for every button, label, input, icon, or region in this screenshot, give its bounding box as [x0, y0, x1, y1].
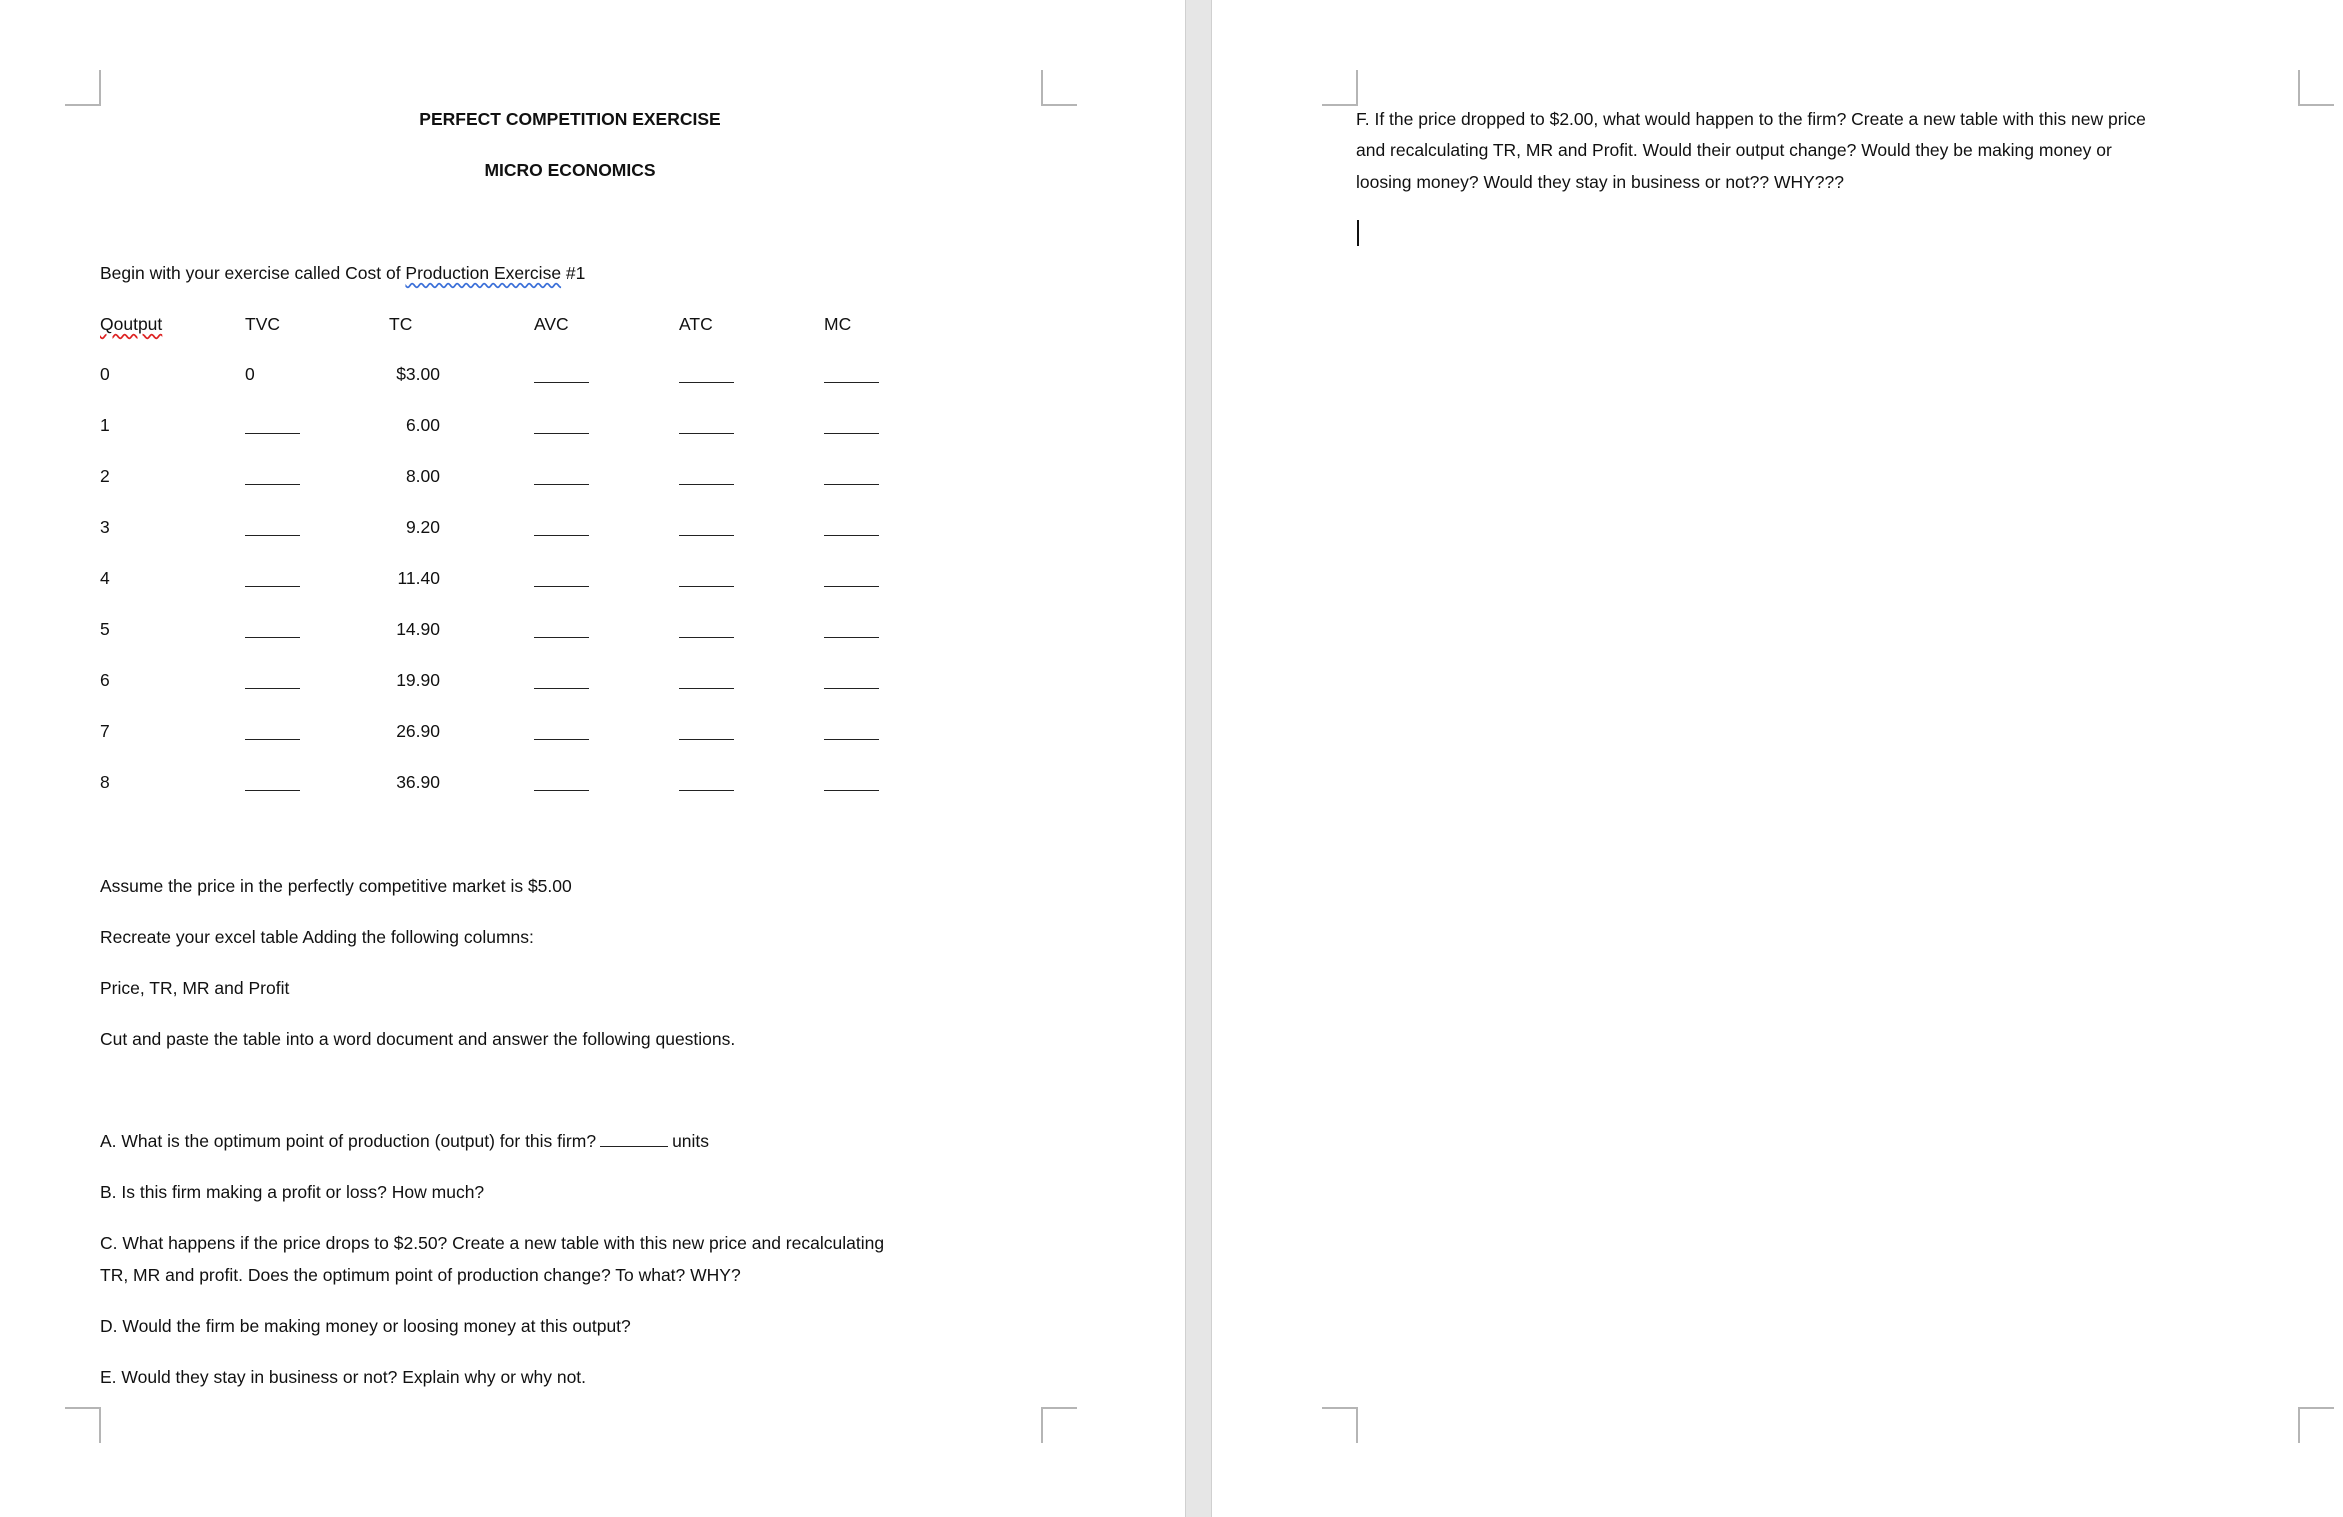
- question-d: D. Would the firm be making money or loosing money at this output?: [100, 1316, 631, 1336]
- instruction-recreate: Recreate your excel table Adding the following columns:: [100, 927, 534, 947]
- blank-tvc[interactable]: [245, 433, 300, 434]
- page-separator: [1185, 0, 1212, 1517]
- blank-avc[interactable]: [534, 739, 589, 740]
- cell-output: 1: [100, 415, 110, 435]
- blank-avc[interactable]: [534, 586, 589, 587]
- margin-corner-mark: [1041, 70, 1077, 106]
- blank-atc[interactable]: [679, 433, 734, 434]
- blank-mc[interactable]: [824, 535, 879, 536]
- blank-avc[interactable]: [534, 382, 589, 383]
- cell-tc: 8.00: [405, 466, 440, 486]
- blank-mc[interactable]: [824, 790, 879, 791]
- blank-atc[interactable]: [679, 586, 734, 587]
- question-a-text: A. What is the optimum point of production (output) for this firm?: [100, 1131, 597, 1151]
- blank-avc[interactable]: [534, 688, 589, 689]
- blank-mc[interactable]: [824, 739, 879, 740]
- blank-mc[interactable]: [824, 382, 879, 383]
- intro-text: [100, 262, 585, 284]
- blank-tvc[interactable]: [245, 688, 300, 689]
- blank-atc[interactable]: [679, 637, 734, 638]
- question-c-line2: TR, MR and profit. Does the optimum point of production change? To what? WHY?: [100, 1265, 741, 1285]
- instruction-paste: Cut and paste the table into a word document and answer the following questions.: [100, 1029, 736, 1049]
- margin-corner-mark: [2298, 1407, 2334, 1443]
- question-a-units: units: [672, 1131, 710, 1151]
- cell-output: 3: [100, 517, 110, 537]
- cell-output: 2: [100, 466, 110, 486]
- blank-mc[interactable]: [824, 637, 879, 638]
- grammar-flagged-text[interactable]: Production Exercise: [405, 263, 562, 283]
- header-tc: TC: [389, 314, 413, 334]
- question-c-line1: C. What happens if the price drops to $2.50? Create a new table with this new price and recalculating: [100, 1233, 885, 1253]
- margin-corner-mark: [1322, 1407, 1358, 1443]
- instruction-columns: Price, TR, MR and Profit: [100, 978, 290, 998]
- header-mc: MC: [824, 314, 852, 334]
- blank-tvc[interactable]: [245, 739, 300, 740]
- blank-tvc[interactable]: [245, 790, 300, 791]
- document-subtitle: MICRO ECONOMICS: [484, 160, 656, 180]
- cell-tc: $3.00: [396, 364, 440, 384]
- blank-avc[interactable]: [534, 535, 589, 536]
- blank-avc[interactable]: [534, 790, 589, 791]
- blank-atc[interactable]: [679, 739, 734, 740]
- cell-output: 8: [100, 772, 110, 792]
- cell-output: 0: [100, 364, 110, 384]
- intro-suffix: #1: [561, 263, 586, 283]
- blank-avc[interactable]: [534, 433, 589, 434]
- blank-mc[interactable]: [824, 586, 879, 587]
- question-f-line2: and recalculating TR, MR and Profit. Would their output change? Would they be making money or: [1356, 140, 2112, 160]
- blank-avc[interactable]: [534, 484, 589, 485]
- cell-tc: 19.90: [396, 670, 440, 690]
- cell-output: 5: [100, 619, 110, 639]
- cell-tc: 36.90: [396, 772, 440, 792]
- header-output: Qoutput: [100, 314, 163, 334]
- blank-avc[interactable]: [534, 637, 589, 638]
- margin-corner-mark: [2298, 70, 2334, 106]
- header-atc: ATC: [679, 314, 713, 334]
- cell-tc: 11.40: [397, 568, 440, 588]
- intro-prefix: Begin with your exercise called Cost of: [100, 263, 406, 283]
- header-avc: AVC: [534, 314, 569, 334]
- document-title: PERFECT COMPETITION EXERCISE: [419, 109, 721, 129]
- cell-tc: 26.90: [396, 721, 440, 741]
- question-e: E. Would they stay in business or not? Explain why or why not.: [100, 1367, 587, 1387]
- blank-tvc[interactable]: [245, 535, 300, 536]
- blank-tvc[interactable]: [245, 637, 300, 638]
- cell-tc: 9.20: [405, 517, 440, 537]
- margin-corner-mark: [1322, 70, 1358, 106]
- question-b: B. Is this firm making a profit or loss? How much?: [100, 1182, 485, 1202]
- blank-tvc[interactable]: [245, 484, 300, 485]
- cell-tvc: 0: [245, 364, 255, 384]
- header-tvc: TVC: [245, 314, 280, 334]
- blank-mc[interactable]: [824, 688, 879, 689]
- cell-output: 4: [100, 568, 110, 588]
- blank-atc[interactable]: [679, 688, 734, 689]
- blank-atc[interactable]: [679, 382, 734, 383]
- margin-corner-mark: [1041, 1407, 1077, 1443]
- answer-blank[interactable]: [600, 1132, 668, 1147]
- question-a: [100, 1130, 709, 1152]
- blank-atc[interactable]: [679, 790, 734, 791]
- blank-mc[interactable]: [824, 433, 879, 434]
- blank-atc[interactable]: [679, 535, 734, 536]
- instruction-price: Assume the price in the perfectly competitive market is $5.00: [100, 876, 572, 896]
- blank-mc[interactable]: [824, 484, 879, 485]
- document-page-2[interactable]: [1212, 0, 2343, 1517]
- blank-atc[interactable]: [679, 484, 734, 485]
- text-cursor: [1357, 220, 1359, 246]
- question-f-line1: F. If the price dropped to $2.00, what would happen to the firm? Create a new table with this new price: [1356, 109, 2146, 129]
- question-f-line3: loosing money? Would they stay in business or not?? WHY???: [1356, 172, 1845, 192]
- blank-tvc[interactable]: [245, 586, 300, 587]
- margin-corner-mark: [65, 1407, 101, 1443]
- cell-tc: 6.00: [405, 415, 440, 435]
- cell-output: 6: [100, 670, 110, 690]
- margin-corner-mark: [65, 70, 101, 106]
- cell-tc: 14.90: [396, 619, 440, 639]
- cell-output: 7: [100, 721, 110, 741]
